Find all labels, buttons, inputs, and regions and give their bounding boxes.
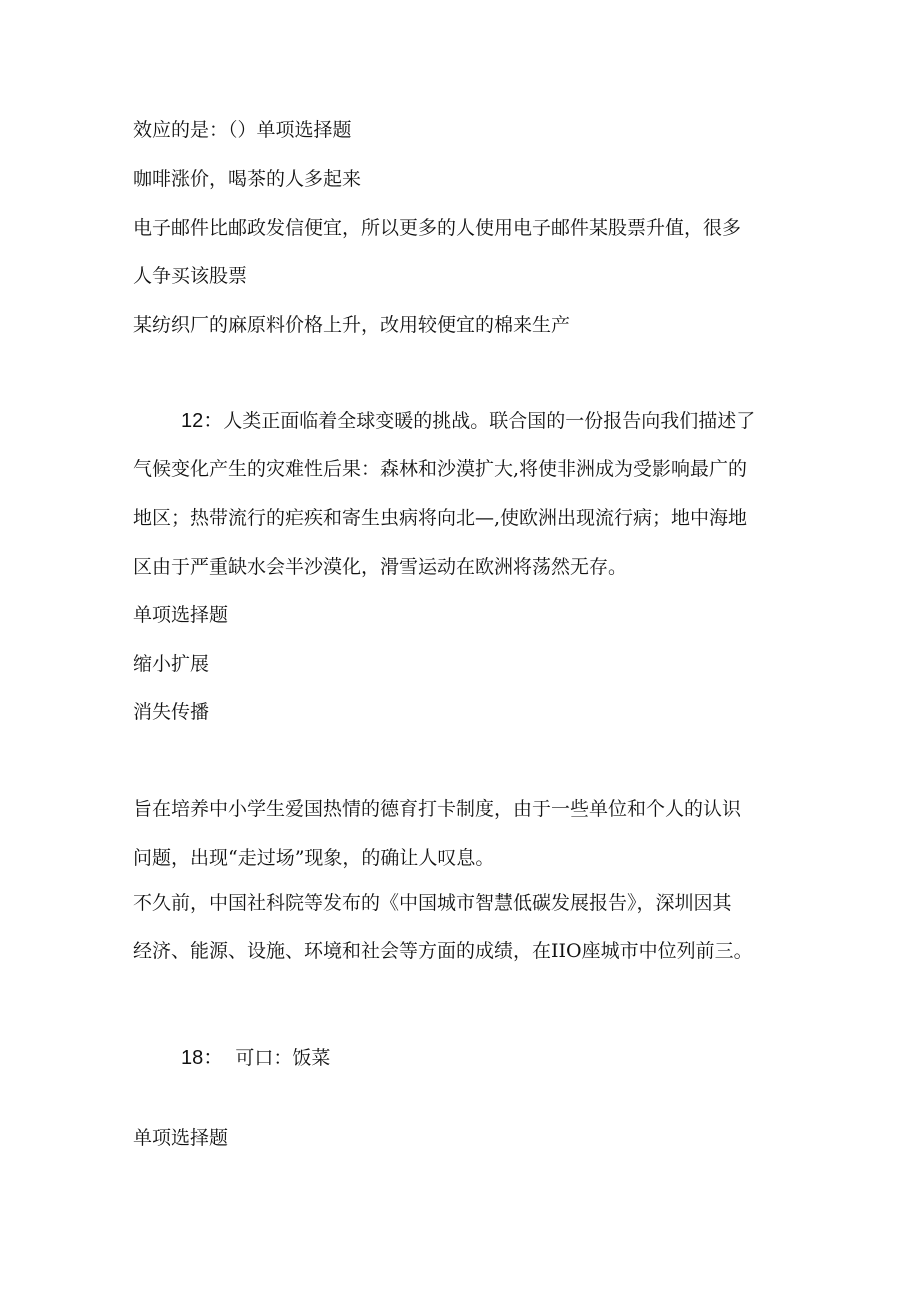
option-line: 电子邮件比邮政发信便宜，所以更多的人使用电子邮件某股票升值，很多 <box>133 217 742 239</box>
text-line: 效应的是：（）单项选择题 <box>133 119 352 141</box>
question-number: 12： <box>181 410 224 432</box>
question-18-line <box>181 1045 330 1071</box>
question-number: 18： <box>181 1047 224 1069</box>
text-line: 不久前，中国社科院等发布的《中国城市智慧低碳发展报告》，深圳因其 <box>133 892 732 914</box>
option-line: 咖啡涨价，喝茶的人多起来 <box>133 168 362 190</box>
question-type: 单项选择题 <box>133 1127 229 1149</box>
text-line: 旨在培养中小学生爱国热情的德育打卡制度，由于一些单位和个人的认识 <box>133 798 742 820</box>
option-line: 消失传播 <box>133 701 210 723</box>
question-text: 人类正面临着全球变暖的挑战。联合国的一份报告向我们描述了 <box>223 410 756 432</box>
option-line: 缩小扩展 <box>133 653 210 675</box>
question-text: 区由于严重缺水会半沙漠化，滑雪运动在欧洲将荡然无存。 <box>133 556 628 578</box>
question-text: 气候变化产生的灾难性后果：森林和沙漠扩大,将使非洲成为受影响最广的 <box>133 458 748 480</box>
option-line: 某纺织厂的麻原料价格上升，改用较便宜的棉来生产 <box>133 314 571 336</box>
text-line: 人争买该股票 <box>133 265 248 287</box>
text-line: 经济、能源、设施、环境和社会等方面的成绩，在IIO座城市中位列前三。 <box>133 940 753 962</box>
question-type: 单项选择题 <box>133 604 229 626</box>
question-12-first-line <box>181 408 755 434</box>
question-text: 地区；热带流行的疟疾和寄生虫病将向北—,使欧洲出现流行病；地中海地 <box>133 507 748 529</box>
question-text: 可口：饭菜 <box>235 1047 331 1069</box>
text-line: 问题，出现“走过场”现象，的确让人叹息。 <box>133 847 495 869</box>
